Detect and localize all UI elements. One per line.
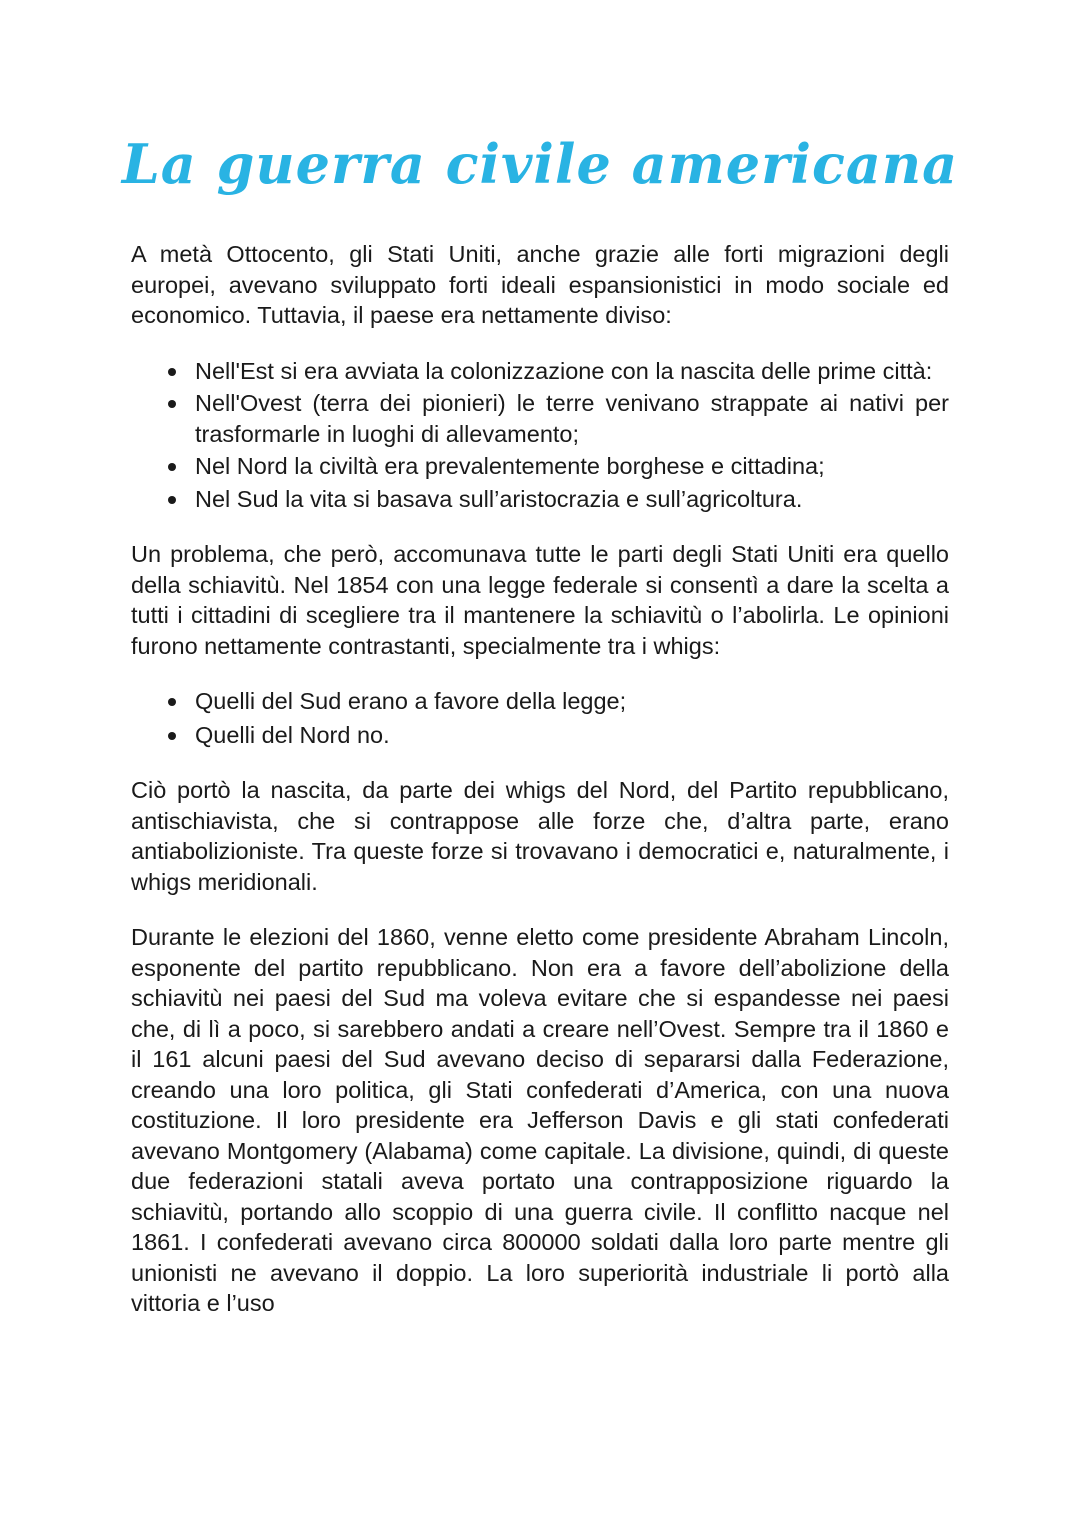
list-item: Quelli del Nord no.	[131, 720, 949, 751]
list-item: Nel Sud la vita si basava sull’aristocrazia e sull’agricoltura.	[131, 484, 949, 515]
regions-list	[131, 356, 949, 515]
list-item: Nel Nord la civiltà era prevalentemente borghese e cittadina;	[131, 451, 949, 482]
paragraph-lincoln: Durante le elezioni del 1860, venne eletto come presidente Abraham Lincoln, esponente del partito repubblicano. Non era a favore dell’abolizione della schiavitù nei paesi del Sud ma voleva evitare che si espandesse nei paesi che, di lì a poco, si sarebbero andati a creare nell’Ovest. Sempre tra il 1860 e il 161 alcuni paesi del Sud avevano deciso di separarsi dalla Federazione, creando una loro politica, gli Stati confederati d’America, con una nuova costituzione. Il loro presidente era Jefferson Davis e gli stati confederati avevano Montgomery (Alabama) come capitale. La divisione, quindi, di queste due federazioni statali aveva portato una contrapposizione riguardo la schiavitù, portando allo scoppio di una guerra civile. Il conflitto nacque nel 1861. I confederati avevano circa 800000 soldati dalla loro parte mentre gli unionisti ne avevano il doppio. La loro superiorità industriale li portò alla vittoria e l’uso	[131, 924, 949, 1316]
paragraph-republican-party: Ciò portò la nascita, da parte dei whigs del Nord, del Partito repubblicano, antischiavista, che si contrappose alle forze che, d’altra parte, erano antiabolizioniste. Tra queste forze si trovavano i democratici e, naturalmente, i whigs meridionali.	[131, 777, 949, 895]
paragraph-slavery: Un problema, che però, accomunava tutte le parti degli Stati Uniti era quello della schiavitù. Nel 1854 con una legge federale si consentì a dare la scelta a tutti i cittadini di scegliere tra il mantenere la schiavitù o l’abolirla. Le opinioni furono nettamente contrastanti, specialmente tra i whigs:	[131, 541, 949, 659]
whigs-list	[131, 686, 949, 750]
paragraph-intro: A metà Ottocento, gli Stati Uniti, anche grazie alle forti migrazioni degli europei, avevano sviluppato forti ideali espansionistici in modo sociale ed economico. Tuttavia, il paese era nettamente diviso:	[131, 241, 949, 328]
list-item: Quelli del Sud erano a favore della legge;	[131, 686, 949, 717]
list-item: Nell'Est si era avviata la colonizzazione con la nascita delle prime città:	[131, 356, 949, 387]
list-item: Nell'Ovest (terra dei pionieri) le terre venivano strappate ai nativi per trasformarle in luoghi di allevamento;	[131, 388, 949, 449]
document-body	[131, 239, 949, 1319]
page-title: La guerra civile americana	[121, 132, 959, 196]
